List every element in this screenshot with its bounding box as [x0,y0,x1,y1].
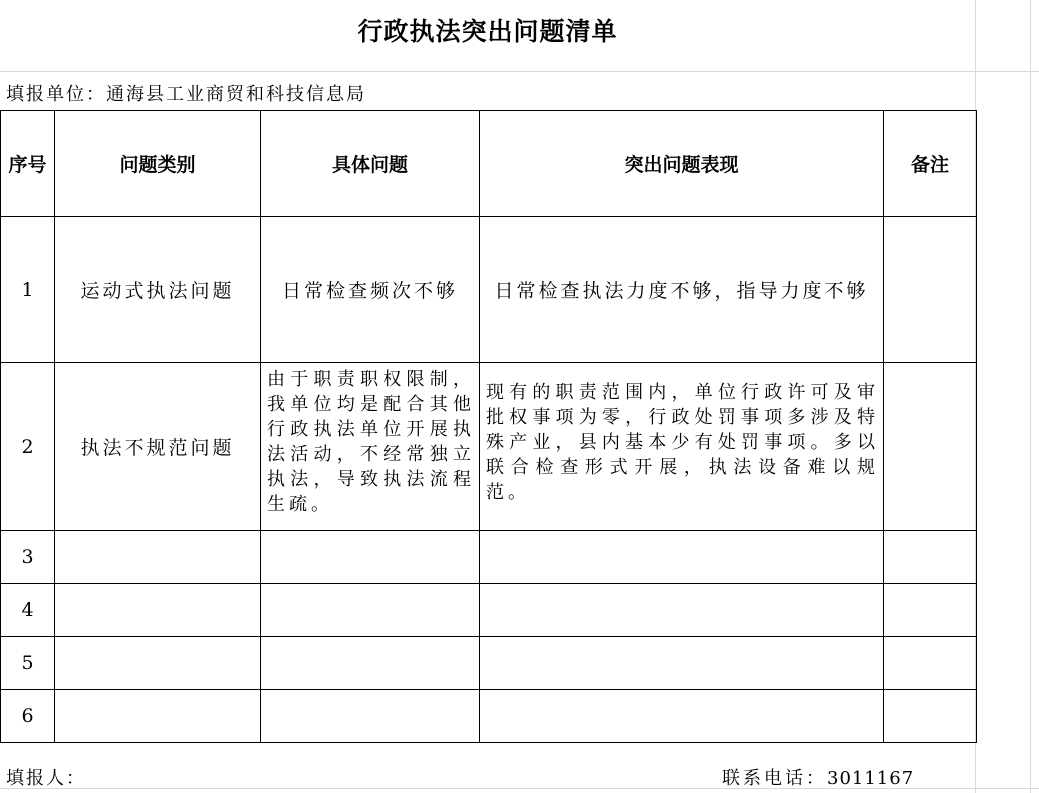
cell-manifestation[interactable] [480,584,884,637]
cell-issue[interactable] [261,690,480,743]
cell-issue[interactable] [261,363,480,531]
cell-manifestation[interactable] [480,363,884,531]
reporting-unit: 填报单位：通海县工业商贸和科技信息局 [6,84,366,105]
cell-remark[interactable] [884,531,977,584]
cell-issue[interactable] [261,637,480,690]
cell-no[interactable]: 6 [1,690,55,743]
phone-label: 联系电话： [722,768,827,789]
header-cell-manifestation[interactable]: 突出问题表现 [480,111,884,217]
cell-no[interactable]: 3 [1,531,55,584]
cell-no[interactable]: 5 [1,637,55,690]
gridline [1030,0,1031,793]
table-row [1,584,977,637]
filler-label: 填报人： [6,768,86,789]
cell-remark[interactable] [884,217,977,363]
issue-table [0,110,977,743]
cell-manifestation[interactable]: 日常检查执法力度不够，指导力度不够 [480,217,884,363]
cell-no[interactable]: 2 [1,363,55,531]
cell-category[interactable] [55,690,261,743]
gridline [0,71,1039,72]
cell-category[interactable] [55,637,261,690]
header-cell-category[interactable]: 问题类别 [55,111,261,217]
cell-issue[interactable]: 日常检查频次不够 [261,217,480,363]
table-row [1,217,977,363]
cell-issue-text: 由于职责职权限制，我单位均是配合其他行政执法单位开展执法活动，不经常独立执法，导致执法流程生疏。 [267,369,475,515]
cell-no[interactable]: 4 [1,584,55,637]
cell-no[interactable]: 1 [1,217,55,363]
cell-manifestation[interactable] [480,637,884,690]
cell-manifestation[interactable] [480,690,884,743]
header-cell-no[interactable]: 序号 [1,111,55,217]
contact-phone [722,764,914,790]
table-row [1,531,977,584]
cell-category[interactable]: 执法不规范问题 [55,363,261,531]
table-header-row [1,111,977,217]
page-title: 行政执法突出问题清单 [357,17,618,46]
cell-remark[interactable] [884,690,977,743]
header-cell-remark[interactable]: 备注 [884,111,977,217]
cell-manifestation[interactable] [480,531,884,584]
table-row [1,363,977,531]
phone-number: 3011167 [827,768,915,789]
cell-remark[interactable] [884,363,977,531]
table-row [1,637,977,690]
cell-issue[interactable] [261,584,480,637]
cell-category[interactable]: 运动式执法问题 [55,217,261,363]
header-cell-issue[interactable]: 具体问题 [261,111,480,217]
table-row [1,690,977,743]
cell-remark[interactable] [884,584,977,637]
cell-category[interactable] [55,584,261,637]
cell-remark[interactable] [884,637,977,690]
cell-manifestation-text: 现有的职责范围内，单位行政许可及审批权事项为零，行政处罚事项多涉及特殊产业，县内基本少有处罚事项。多以联合检查形式开展，执法设备难以规范。 [486,382,879,503]
cell-category[interactable] [55,531,261,584]
cell-issue[interactable] [261,531,480,584]
